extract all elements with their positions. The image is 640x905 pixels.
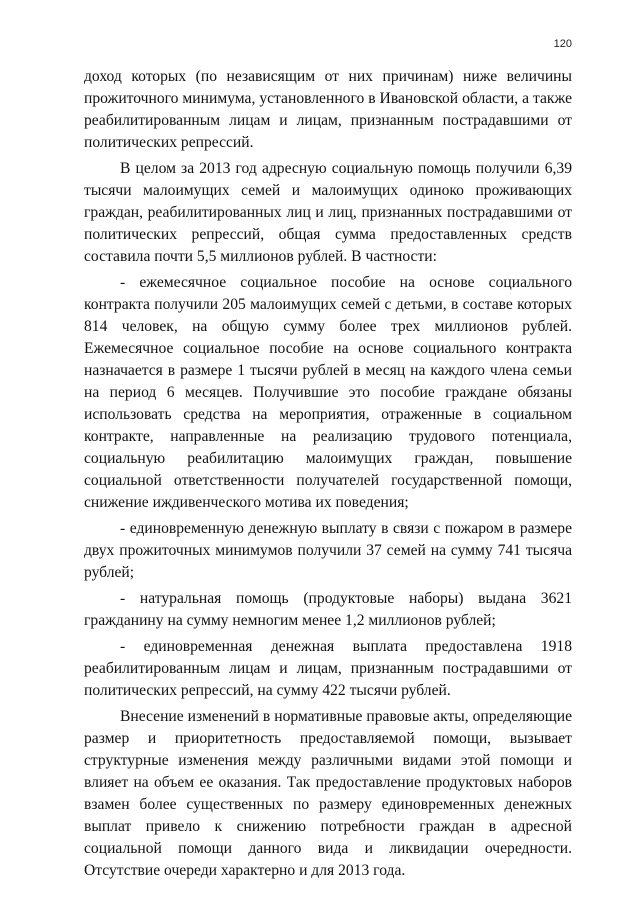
paragraph-conclusion: Внесение изменений в нормативные правовые акты, определяющие размер и приоритетность предоставляемой помощи, вызывает структурные изменения между различными видами этой помощи и влияет на объем ее оказания. Так предоставление продуктовых наборов взамен более существенных по размеру единовременных денежных выплат привело к снижению потребности граждан в адресной социальной помощи данного вида и ликвидации очередности. Отсутствие очереди характерно и для 2013 года. [84, 708, 572, 879]
document-body [84, 66, 572, 882]
list-item-food-sets: - натуральная помощь (продуктовые наборы) выдана 3621 гражданину на сумму немногим менее 1,2 миллионов рублей; [84, 590, 572, 629]
paragraph-continuation: доход которых (по независящим от них причинам) ниже величины прожиточного минимума, установленного в Ивановской области, а также реабилитированным лицам и лицам, признанным пострадавшими от политических репрессий. [84, 68, 572, 151]
page-number: 120 [553, 38, 572, 50]
list-item-fire-payment: - единовременную денежную выплату в связи с пожаром в размере двух прожиточных минимумов получили 37 семей на сумму 741 тысяча рублей; [84, 520, 572, 581]
list-item-rehabilitated-payment: - единовременная денежная выплата предоставлена 1918 реабилитированным лицам и лицам, признанным пострадавшими от политических репрессий, на сумму 422 тысячи рублей. [84, 638, 572, 699]
list-item-monthly-allowance: - ежемесячное социальное пособие на основе социального контракта получили 205 малоимущих семей с детьми, в составе которых 814 человек, на общую сумму более трех миллионов рублей. Ежемесячное социальное пособие на основе социального контракта назначается в размере 1 тысячи рублей в месяц на каждого члена семьи на период 6 месяцев. Получившие это пособие граждане обязаны использовать средства на мероприятия, отраженные в социальном контракте, направленные на реализацию трудового потенциала, социальную реабилитацию малоимущих граждан, повышение социальной ответственности получателей государственной помощи, снижение иждивенческого мотива их поведения; [84, 274, 572, 511]
paragraph-summary: В целом за 2013 год адресную социальную помощь получили 6,39 тысячи малоимущих семей и малоимущих одиноко проживающих граждан, реабилитированных лиц и лиц, признанных пострадавшими от политических репрессий, общая сумма предоставленных средств составила почти 5,5 миллионов рублей. В частности: [84, 160, 572, 265]
